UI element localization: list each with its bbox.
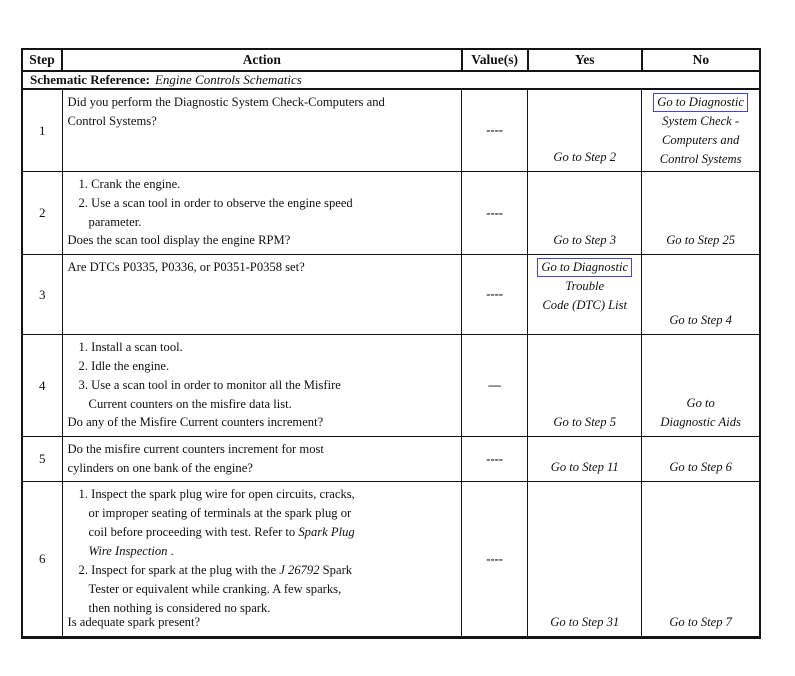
- value-cell: ----: [462, 437, 528, 482]
- header-row: [22, 49, 760, 71]
- goto-text: Diagnostic Aids: [660, 415, 741, 429]
- goto-text: Go to Step 5: [553, 415, 617, 429]
- link-block: [530, 258, 639, 315]
- yes-cell: [528, 255, 642, 335]
- no-cell: [642, 482, 760, 638]
- goto-text: Go to Step 4: [669, 313, 732, 327]
- goto-text: Go to Step 25: [666, 233, 736, 247]
- goto-text: Go to: [686, 396, 715, 410]
- action-list-item: 1. Crank the engine.: [78, 177, 181, 191]
- table-row: [22, 255, 760, 335]
- yes-cell: [528, 437, 642, 482]
- table-row: [22, 335, 760, 437]
- yes-cell: [528, 89, 642, 172]
- action-question: Is adequate spark present?: [67, 615, 201, 629]
- value-cell: ----: [462, 172, 528, 255]
- col-header-step: Step: [22, 49, 62, 71]
- action-list-item: 1. Inspect the spark plug wire for open circuits, cracks,: [78, 487, 355, 501]
- action-cell: [62, 482, 462, 638]
- goto-text: Go to Step 11: [550, 460, 619, 474]
- value-cell: —: [462, 335, 528, 437]
- col-header-yes: Yes: [528, 49, 642, 71]
- schematic-reference-cell: [22, 71, 760, 89]
- col-header-action: Action: [62, 49, 462, 71]
- yes-cell: [528, 482, 642, 638]
- no-cell: [642, 437, 760, 482]
- action-list-item: 2. Inspect for spark at the plug with the J 26792 Spark: [78, 563, 353, 577]
- value-cell: ----: [462, 89, 528, 172]
- step-cell: 2: [22, 172, 62, 255]
- no-cell: [642, 255, 760, 335]
- action-list-item: Wire Inspection .: [88, 544, 174, 558]
- link-block: [644, 93, 757, 169]
- action-line: Are DTCs P0335, P0336, or P0351-P0358 set?: [67, 260, 305, 274]
- action-list-item: 2. Use a scan tool in order to observe the engine speed: [78, 196, 353, 210]
- table-row: [22, 482, 760, 638]
- action-list-item: then nothing is considered no spark.: [88, 601, 271, 615]
- link-line: Code (DTC) List: [542, 298, 628, 312]
- table-row: [22, 89, 760, 172]
- no-cell: [642, 172, 760, 255]
- action-cell: [62, 335, 462, 437]
- step-cell: 3: [22, 255, 62, 335]
- step-cell: 1: [22, 89, 62, 172]
- action-cell: [62, 437, 462, 482]
- diagnostic-trouble-code-link[interactable]: Go to Diagnostic: [537, 258, 632, 277]
- action-list-item: Current counters on the misfire data list.: [88, 397, 292, 411]
- action-question: Does the scan tool display the engine RPM?: [67, 233, 291, 247]
- col-header-values: Value(s): [462, 49, 528, 71]
- action-line: Do the misfire current counters increment for most: [67, 442, 324, 456]
- action-cell: [62, 255, 462, 335]
- diagnostic-system-check-link[interactable]: Go to Diagnostic: [653, 93, 748, 112]
- step-cell: 4: [22, 335, 62, 437]
- reference-title: Wire Inspection: [88, 544, 168, 558]
- link-line: System Check -: [662, 114, 740, 128]
- schematic-reference-row: [22, 71, 760, 89]
- step-cell: 6: [22, 482, 62, 638]
- goto-text: Go to Step 31: [550, 615, 620, 629]
- action-list-item: 3. Use a scan tool in order to monitor all the Misfire: [78, 378, 341, 392]
- goto-text: Go to Step 3: [553, 233, 617, 247]
- value-cell: ----: [462, 255, 528, 335]
- action-line: Did you perform the Diagnostic System Check-Computers and: [67, 95, 385, 109]
- action-list-item: or improper seating of terminals at the spark plug or: [88, 506, 352, 520]
- link-line: Computers and: [661, 133, 740, 147]
- goto-text: Go to Step 6: [669, 460, 732, 474]
- value-cell: ----: [462, 482, 528, 638]
- action-line: Control Systems?: [67, 114, 157, 128]
- goto-text: Go to Step 7: [669, 615, 732, 629]
- action-list-item: 2. Idle the engine.: [78, 359, 170, 373]
- reference-title: Spark Plug: [298, 525, 355, 539]
- yes-cell: [528, 172, 642, 255]
- action-line: cylinders on one bank of the engine?: [67, 461, 253, 475]
- link-line: Trouble: [565, 279, 605, 293]
- action-cell: [62, 172, 462, 255]
- action-list-item: 1. Install a scan tool.: [78, 340, 183, 354]
- table-row: [22, 172, 760, 255]
- action-list-item: parameter.: [88, 215, 142, 229]
- action-list-item: Tester or equivalent while cranking. A few sparks,: [88, 582, 342, 596]
- schematic-reference-label: Schematic Reference:: [30, 72, 150, 87]
- link-line: Control Systems: [659, 152, 742, 166]
- action-cell: [62, 89, 462, 172]
- action-question: Do any of the Misfire Current counters increment?: [67, 415, 324, 429]
- action-list-item: coil before proceeding with test. Refer to Spark Plug: [88, 525, 355, 539]
- step-cell: 5: [22, 437, 62, 482]
- schematic-reference-value: Engine Controls Schematics: [154, 72, 302, 87]
- no-cell: [642, 89, 760, 172]
- goto-text: Go to Step 2: [553, 150, 617, 164]
- no-cell: [642, 335, 760, 437]
- yes-cell: [528, 335, 642, 437]
- col-header-no: No: [642, 49, 760, 71]
- table-row: [22, 437, 760, 482]
- diagnostic-table: [21, 48, 761, 639]
- tool-number: J 26792: [279, 563, 320, 577]
